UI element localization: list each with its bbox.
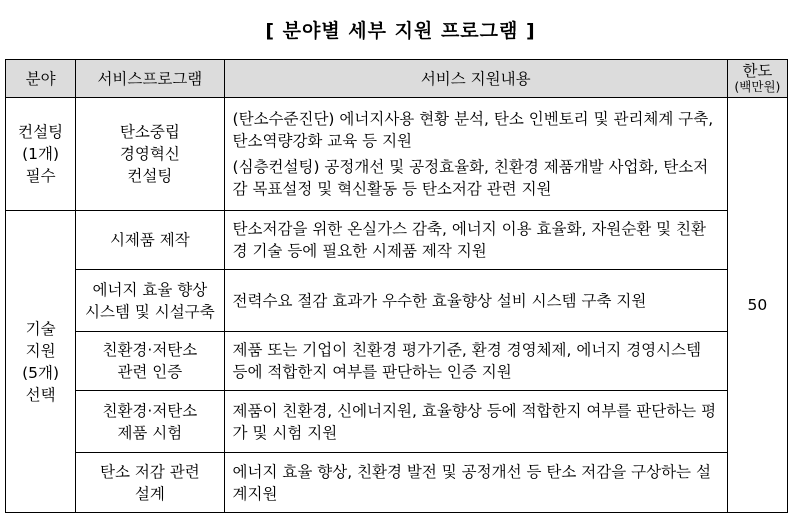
- field-cell-tech: [6, 211, 76, 513]
- content-cell: 전력수요 절감 효과가 우수한 효율향상 설비 시스템 구축 지원: [224, 270, 727, 332]
- table-row: [6, 211, 788, 270]
- header-row: [6, 60, 788, 98]
- table-row: [6, 98, 788, 211]
- program-cell: [76, 391, 224, 453]
- field-label: (5개): [22, 363, 60, 382]
- header-field: 분야: [6, 60, 76, 98]
- program-label: 탄소중립: [119, 123, 180, 141]
- content-text: (심층컨설팅) 공정개선 및 공정효율화, 친환경 제품개발 사업화, 탄소저감 목표설정 및 혁신활동 등 탄소저감 관련 지원: [232, 158, 709, 198]
- program-label: 설계: [134, 484, 165, 503]
- program-cell: [76, 270, 224, 332]
- program-label: 탄소 저감 관련: [100, 462, 200, 481]
- table-row: [6, 270, 788, 332]
- field-label: 필수: [25, 167, 56, 185]
- content-cell: 제품 또는 기업이 친환경 평가기준, 환경 경영체제, 에너지 경영시스템 등에 적합한지 여부를 판단하는 인증 지원: [224, 332, 727, 391]
- program-cell: [76, 211, 224, 270]
- program-label: 관련 인증: [117, 363, 183, 381]
- program-label: 경영혁신: [119, 145, 180, 163]
- field-label: (1개): [22, 145, 60, 163]
- table-row: [6, 453, 788, 513]
- limit-cell: 50: [727, 98, 787, 513]
- program-cell: [76, 332, 224, 391]
- field-label: 기술: [25, 319, 56, 338]
- content-cell: 탄소저감을 위한 온실가스 감축, 에너지 이용 효율화, 자원순환 및 친환경 기술 등에 필요한 시제품 제작 지원: [224, 211, 727, 270]
- field-label: 선택: [25, 385, 56, 404]
- program-cell: [76, 453, 224, 513]
- table-row: [6, 332, 788, 391]
- header-program: 서비스프로그램: [76, 60, 224, 98]
- header-limit-label: 한도: [742, 61, 773, 80]
- header-limit-unit: (백만원): [734, 78, 781, 94]
- field-label: 지원: [25, 341, 56, 360]
- field-cell-consulting: [6, 98, 76, 211]
- program-label: 시제품 제작: [109, 231, 190, 249]
- program-cell: [76, 98, 224, 211]
- content-text: (탄소수준진단) 에너지사용 현황 분석, 탄소 인벤토리 및 관리체계 구축, 탄소역량강화 교육 등 지원: [232, 110, 714, 150]
- program-label: 시스템 및 시설구축: [85, 302, 215, 321]
- program-label: 컨설팅: [127, 167, 173, 185]
- content-cell: [224, 98, 727, 211]
- program-label: 에너지 효율 향상: [92, 280, 208, 299]
- table-row: [6, 391, 788, 453]
- page-title: [ 분야별 세부 지원 프로그램 ]: [265, 20, 536, 42]
- program-label: 친환경·저탄소: [102, 341, 198, 359]
- content-cell: 제품이 친환경, 신에너지원, 효율향상 등에 적합한지 여부를 판단하는 평가 및 시험 지원: [224, 391, 727, 453]
- program-label: 친환경·저탄소: [102, 401, 198, 420]
- program-label: 제품 시험: [117, 423, 183, 442]
- field-label: 컨설팅: [18, 123, 64, 141]
- header-limit: [727, 60, 787, 98]
- header-content: 서비스 지원내용: [224, 60, 727, 98]
- content-cell: 에너지 효율 향상, 친환경 발전 및 공정개선 등 탄소 저감을 구상하는 설계지원: [224, 453, 727, 513]
- program-table: [5, 59, 788, 513]
